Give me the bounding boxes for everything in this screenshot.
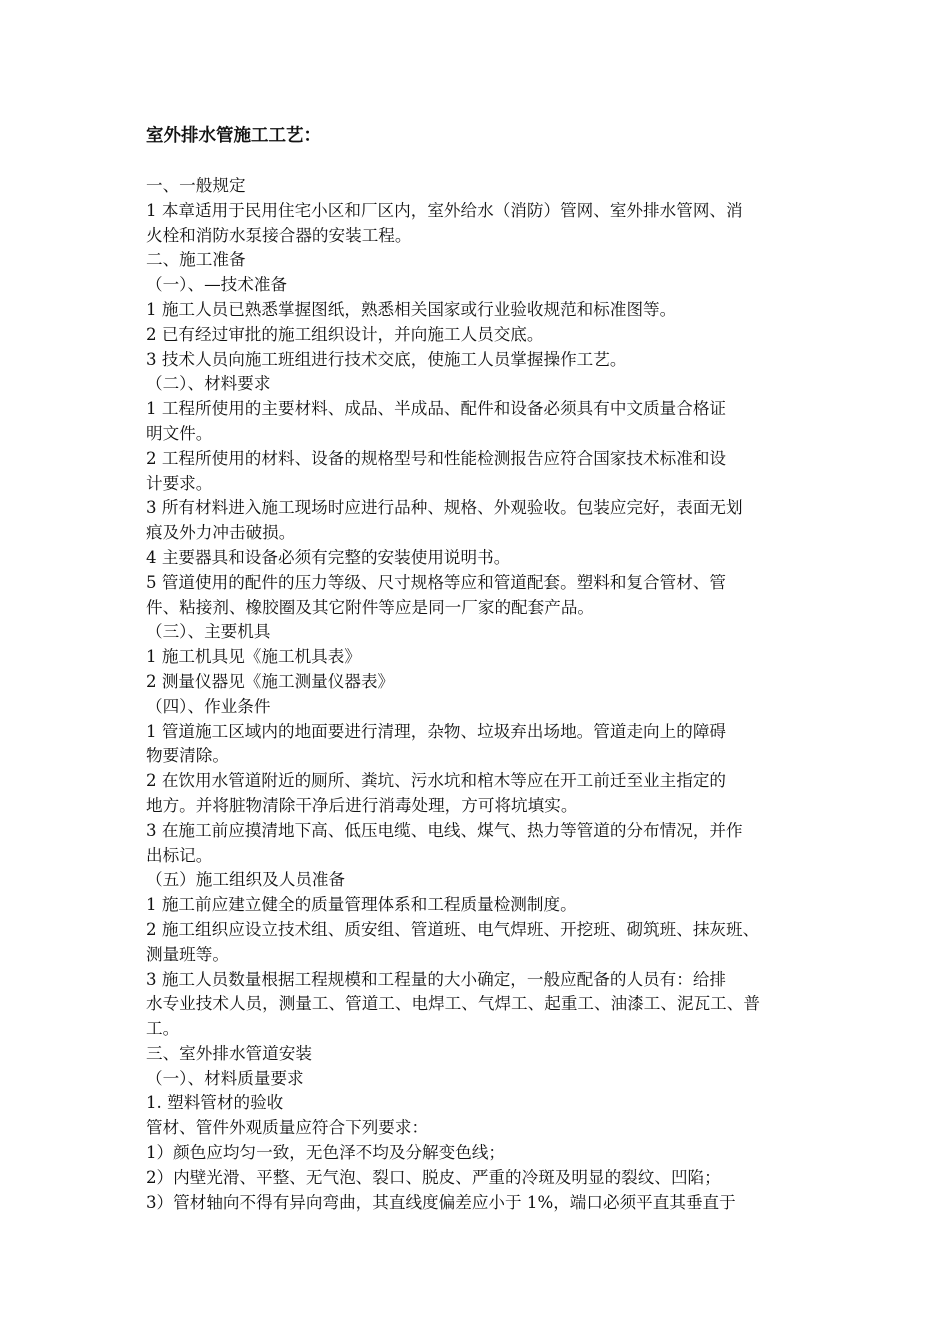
text-line: 1）颜色应均匀一致，无色泽不均及分解变色线； [146,1143,506,1163]
text-line: 出标记。 [146,845,213,865]
text-line: 火栓和消防水泵接合器的安装工程。 [146,225,412,245]
text-line: （一）、—技术准备 [146,275,288,295]
text-line: 1 施工机具见《施工机具表》 [146,647,361,667]
text-line: 2 施工组织应设立技术组、质安组、管道班、电气焊班、开挖班、砌筑班、抹灰班、 [146,919,760,939]
text-line: 1 施工前应建立健全的质量管理体系和工程质量检测制度。 [146,895,577,915]
text-line: 2）内壁光滑、平整、无气泡、裂口、脱皮、严重的冷斑及明显的裂纹、凹陷； [146,1167,721,1187]
text-line: 1 施工人员已熟悉掌握图纸，熟悉相关国家或行业验收规范和标准图等。 [146,299,677,319]
text-line: （四）、作业条件 [146,696,271,716]
text-line: 测量班等。 [146,944,229,964]
text-line: 3 在施工前应摸清地下高、低压电缆、电线、煤气、热力等管道的分布情况，并作 [146,820,743,840]
text-line: 2 测量仪器见《施工测量仪器表》 [146,671,395,691]
text-line: （三）、主要机具 [146,622,271,642]
text-line: 1 工程所使用的主要材料、成品、半成品、配件和设备必须具有中文质量合格证 [146,399,727,419]
text-line: 4 主要器具和设备必须有完整的安装使用说明书。 [146,547,511,567]
text-line: 三、室外排水管道安装 [146,1043,312,1063]
document-page [146,124,818,1215]
text-line: （五）施工组织及人员准备 [146,870,346,890]
text-line: 计要求。 [146,473,213,493]
text-line: 3 施工人员数量根据工程规模和工程量的大小确定，一般应配备的人员有：给排 [146,969,727,989]
text-line: 5 管道使用的配件的压力等级、尺寸规格等应和管道配套。塑料和复合管材、管 [146,572,727,592]
text-line: 工。 [146,1019,180,1039]
text-line: 件、粘接剂、橡胶圈及其它附件等应是同一厂家的配套产品。 [146,597,595,617]
text-line: （二）、材料要求 [146,374,271,394]
text-line: 3）管材轴向不得有异向弯曲，其直线度偏差应小于 1%，端口必须平直其垂直于 [146,1192,736,1212]
text-line: 2 工程所使用的材料、设备的规格型号和性能检测报告应符合国家技术标准和设 [146,448,727,468]
text-line: 1. 塑料管材的验收 [146,1093,284,1113]
text-line: 物要清除。 [146,746,229,766]
text-line: （一）、材料质量要求 [146,1068,304,1088]
text-line: 一、一般规定 [146,176,246,195]
text-line: 1 管道施工区域内的地面要进行清理，杂物、垃圾弃出场地。管道走向上的障碍 [146,721,727,741]
text-line: 3 技术人员向施工班组进行技术交底，使施工人员掌握操作工艺。 [146,349,627,369]
text-line: 1 本章适用于民用住宅小区和厂区内，室外给水（消防）管网、室外排水管网、消 [146,200,743,220]
text-line: 水专业技术人员，测量工、管道工、电焊工、气焊工、起重工、油漆工、泥瓦工、普 [146,994,760,1014]
text-line: 二、施工准备 [146,250,246,270]
document-title: 室外排水管施工工艺： [146,126,321,146]
document-body [146,174,818,1215]
text-line: 地方。并将脏物清除干净后进行消毒处理，方可将坑填实。 [146,795,578,815]
text-line: 2 在饮用水管道附近的厕所、粪坑、污水坑和棺木等应在开工前迁至业主指定的 [146,771,727,791]
text-line: 2 已有经过审批的施工组织设计，并向施工人员交底。 [146,324,544,344]
text-line: 3 所有材料进入施工现场时应进行品种、规格、外观验收。包装应完好，表面无划 [146,498,743,518]
text-line: 明文件。 [146,423,213,443]
text-line: 管材、管件外观质量应符合下列要求： [146,1118,429,1138]
text-line: 痕及外力冲击破损。 [146,523,296,543]
